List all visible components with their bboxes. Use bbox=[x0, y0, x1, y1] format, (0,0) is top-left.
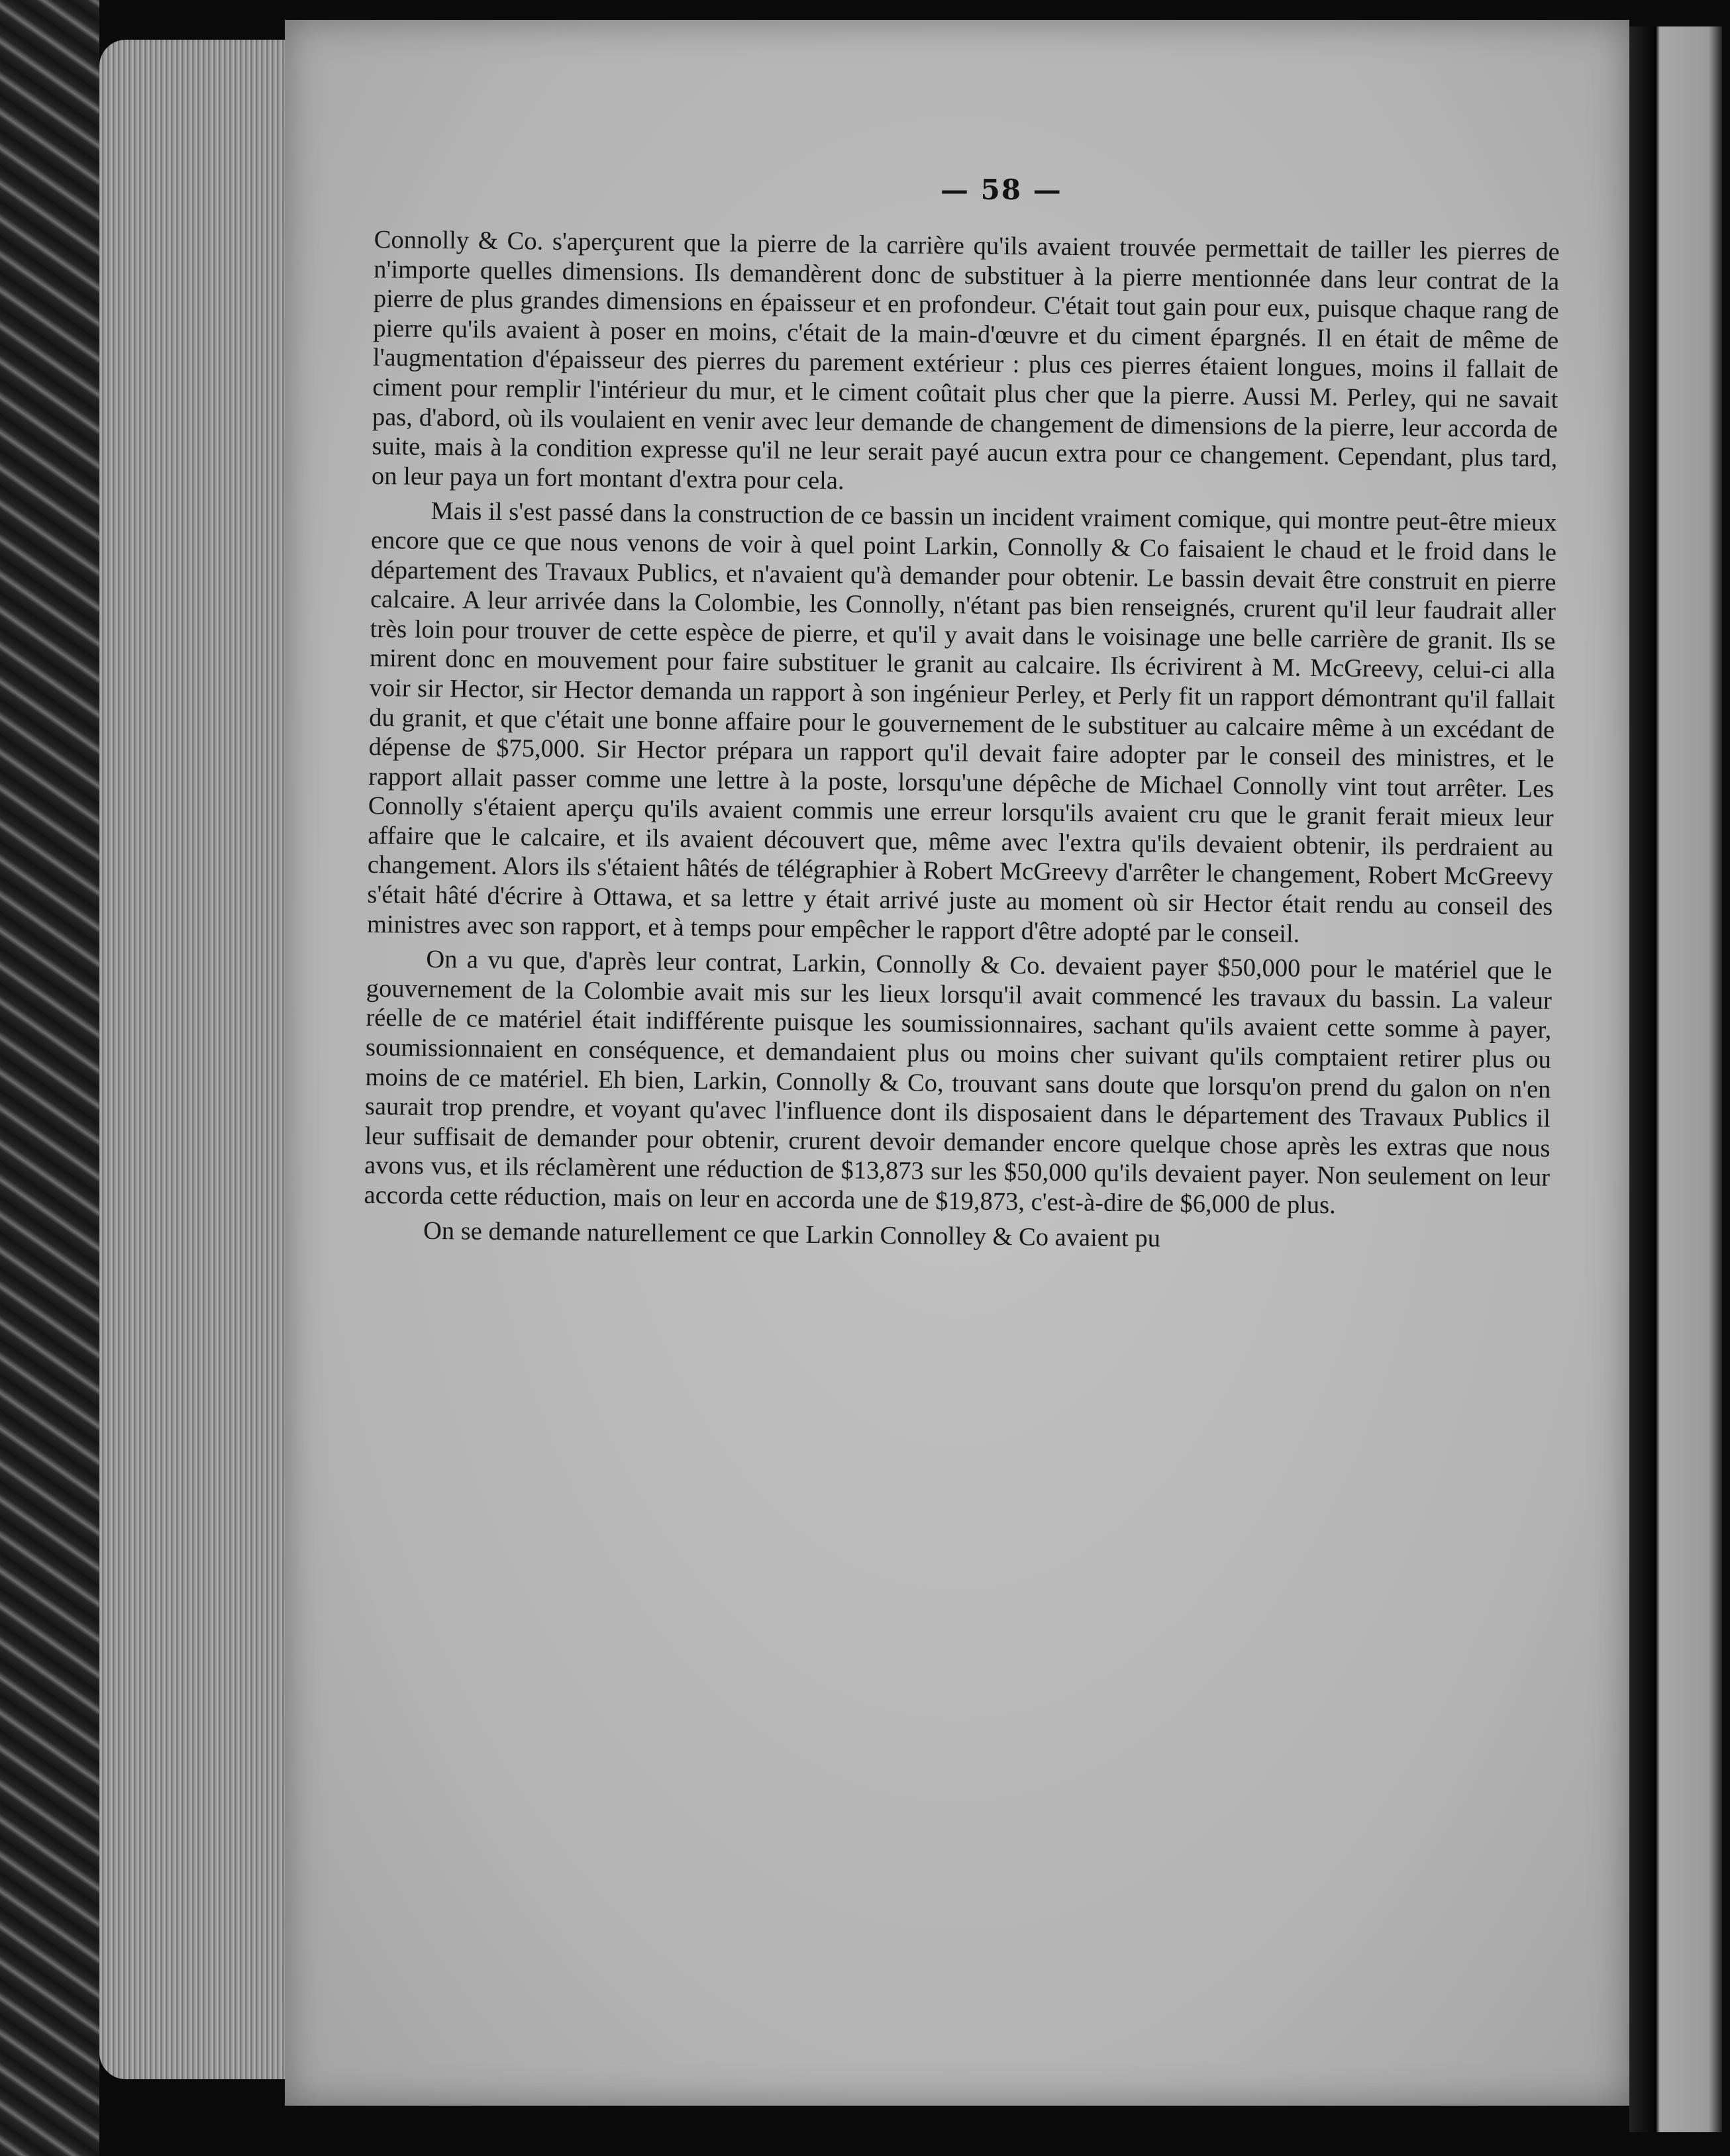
facing-page-edge bbox=[1629, 26, 1722, 2132]
paragraph: Mais il s'est passé dans la construction de ce bassin un incident vraiment comique, qui montre peut-être mieux encore que ce que nous venons de voir à quel point Larkin, Connolly & Co faisaient le chaud et le froid dans le département des Travaux Publics, et n'avaient qu'à demander pour obtenir. Le bassin devait être construit en pierre calcaire. A leur arrivée dans la Colombie, les Connolly, n'étant pas bien renseignés, crurent qu'il leur faudrait aller très loin pour trouver de cette espèce de pierre, et qu'il y avait dans le voisinage une belle carrière de granit. Ils se mirent donc en mouvement pour faire substituer le granit au calcaire. Ils écrivirent à M. McGreevy, celui-ci alla voir sir Hector, sir Hector demanda un rapport à son ingénieur Perley, et Perly fit un rapport démontrant qu'il fallait du granit, et que c'était une bonne affaire pour le gouvernement de le substituer au calcaire même à un excédant de dépense de $75,000. Sir Hector prépara un rapport qu'il devait faire adopter par le conseil des ministres, et le rapport allait passer comme une lettre à la poste, lorsqu'une dépêche de Michael Connolly vint tout arrêter. Les Connolly s'étaient aperçu qu'ils avaient commis une erreur lorsqu'ils avaient cru que le granit ferait mieux leur affaire que le calcaire, et ils avaient découvert que, même avec l'extra qu'ils devaient obtenir, ils perdraient au changement. Alors ils s'étaient hâtés de télégraphier à Robert McGreevy d'arrêter le changement, Robert McGreevy s'était hâté d'écrire à Ottawa, et sa lettre y était arrivé juste au moment où sir Hector était rendu au conseil des ministres avec son rapport, et à temps pour empêcher le rapport d'être adopté par le conseil. bbox=[366, 497, 1557, 948]
paragraph: On a vu que, d'après leur contrat, Larkin, Connolly & Co. devaient payer $50,000 pour le matériel que le gouvernement de la Colombie avait mis sur les lieux lorsqu'il avait commencé les travaux du bassin. La valeur réelle de ce matériel était indifférente puisque les soumissionnaires, sachant qu'ils avaient cette somme à payer, soumissionnaient en conséquence, et demandaient plus ou moins cher suivant qu'ils comptaient retirer plus ou moins de ce matériel. Eh bien, Larkin, Connolly & Co, trouvant sans doute que lorsqu'on prend du galon on n'en saurait trop prendre, et voyant qu'avec l'influence dont ils disposaient dans le département des Travaux Publics il leur suffisait de demander pour obtenir, crurent devoir demander encore quelque chose après les extras que nous avons vus, et ils réclamèrent une réduction de $13,873 sur les $50,000 qu'ils devaient payer. Non seulement on leur accorda cette réduction, mais on leur en accorda une de $19,873, c'est-à-dire de $6,000 de plus. bbox=[364, 946, 1552, 1220]
paragraph: On se demande naturellement ce que Larkin Connolley & Co avaient pu bbox=[423, 1216, 1161, 1253]
book-spine bbox=[0, 0, 99, 2156]
page-number: — 58 — bbox=[941, 173, 1062, 206]
paragraph: Connolly & Co. s'aperçurent que la pierre de la carrière qu'ils avaient trouvée permettait de tailler les pierres de n'importe quelles dimensions. Ils demandèrent donc de substituer à la pierre mentionnée dans leur contrat de la pierre de plus grandes dimensions en épaisseur et en profondeur. C'était tout gain pour eux, puisque chaque rang de pierre qu'ils avaient à poser en moins, c'était de la main-d'œuvre et du ciment épargnés. Il en était de même de l'augmentation d'épaisseur des pierres du parement extérieur : plus ces pierres étaient longues, moins il fallait de ciment pour remplir l'intérieur du mur, et le ciment coûtait plus cher que la pierre. Aussi M. Perley, qui ne savait pas, d'abord, où ils voulaient en venir avec leur demande de changement de dimensions de la pierre, leur accorda de suite, mais à la condition expresse qu'il ne leur serait payé aucun extra pour ce changement. Cependant, plus tard, on leur paya un fort montant d'extra pour cela. bbox=[371, 225, 1560, 495]
page-body bbox=[364, 225, 1560, 1257]
page-edges bbox=[99, 40, 285, 2079]
